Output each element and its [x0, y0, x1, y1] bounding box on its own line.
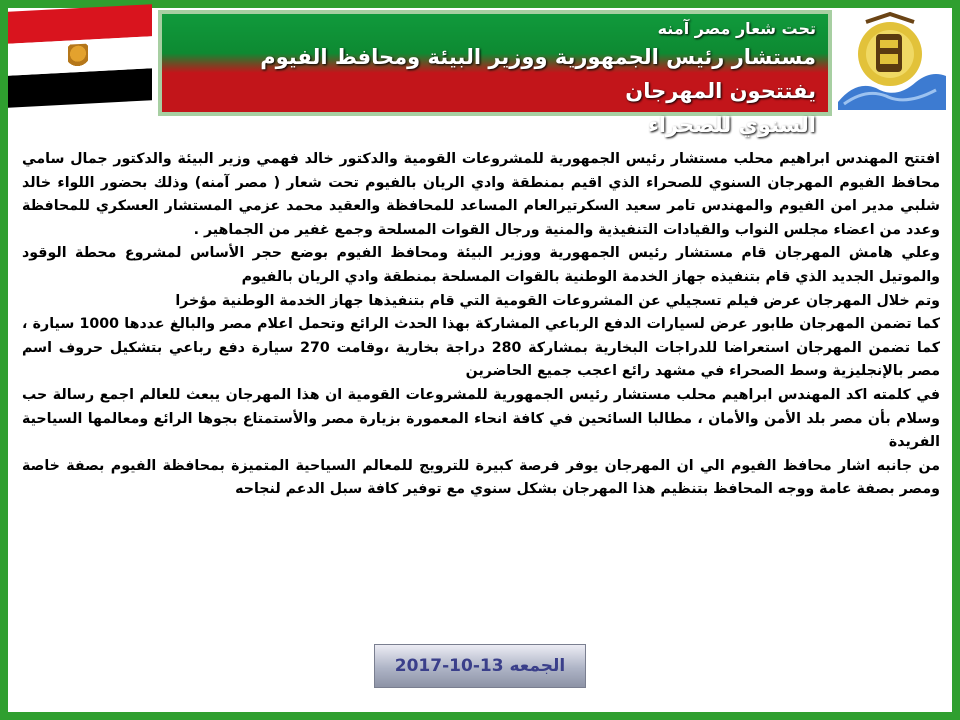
article-paragraph: في كلمته اكد المهندس ابراهيم محلب مستشار رئيس الجمهورية للمشروعات القومية ان هذا المهرجان يبعث للعالم اجمع رسالة حب وسلام بأن مصر بلد الأمن والأمان ، مطالبا السائحين في كافة انحاء المعمورة بزيارة مصر والأستمتاع بجوها الرائع ومعالمها السياحية الفريدة: [22, 386, 940, 451]
date-badge: الجمعه 13-10-2017: [374, 644, 586, 688]
header-banner: [158, 10, 832, 137]
article-paragraph: وعلي هامش المهرجان قام مستشار رئيس الجمهورية ووزير البيئة ومحافظ الفيوم بوضع حجر الأساس لمشروع محطة الوقود والموتيل الجديد الذي قام بتنفيذه جهاز الخدمة الوطنية بالقوات المسلحة بمنطقة وادي الريان بالفيوم: [22, 245, 940, 285]
egypt-flag-icon: [8, 4, 152, 108]
fayoum-governorate-logo-icon: [836, 10, 948, 110]
header-title-continued: السنوي للصحراء: [647, 113, 816, 137]
header-slogan: تحت شعار مصر آمنه: [657, 19, 816, 38]
article-body: [22, 148, 940, 502]
article-paragraph: افتتح المهندس ابراهيم محلب مستشار رئيس الجمهورية للمشروعات القومية والدكتور خالد فهمي وزير البيئة والدكتور جمال سامي محافظ الفيوم المهرجان السنوي للصحراء الذي اقيم بمنطقة وادي الريان بالفيوم تحت شعار ( مصر آمنه) وذلك بحضور اللواء خالد شلبي مدير امن الفيوم والمهندس تامر سعيد السكرتيرالعام المساعد للمحافظة والعقيد محمد عزمي المستشار العسكري للمحافظة وعدد من اعضاء مجلس النواب والقيادات التنفيذية والمنية ورجال القوات المسلحة وجمع غفير من الجماهير .: [22, 151, 940, 238]
header-title: مستشار رئيس الجمهورية ووزير البيئة ومحافظ الفيوم يفتتحون المهرجان: [260, 45, 816, 103]
article-paragraph: من جانبه اشار محافظ الفيوم الي ان المهرجان يوفر فرصة كبيرة للترويج للمعالم السياحية المتميزة بمحافظة الفيوم بصفة خاصة ومصر بصفة عامة ووجه المحافظ بتنظيم هذا المهرجان بشكل سنوي مع توفير كافة سبل الدعم لنجاحه: [22, 457, 940, 498]
article-paragraph: كما تضمن المهرجان طابور عرض لسيارات الدفع الرباعي المشاركة بهذا الحدث الرائع وتحمل اعلام مصر والبالغ عددها 1000 سيارة ، كما تضمن المهرجان استعراضا للدراجات البخارية بمشاركة 280 دراجة بخارية ،وقامت 270 سيارة دفع رباعي بتشكيل حروف اسم مصر بالإنجليزية وسط الصحراء في مشهد رائع اعجب جميع الحاضرين: [22, 316, 940, 380]
article-paragraph: وتم خلال المهرجان عرض فيلم تسجيلي عن المشروعات القومية التي قام بتنفيذها جهاز الخدمة الوطنية مؤخرا: [175, 292, 940, 309]
